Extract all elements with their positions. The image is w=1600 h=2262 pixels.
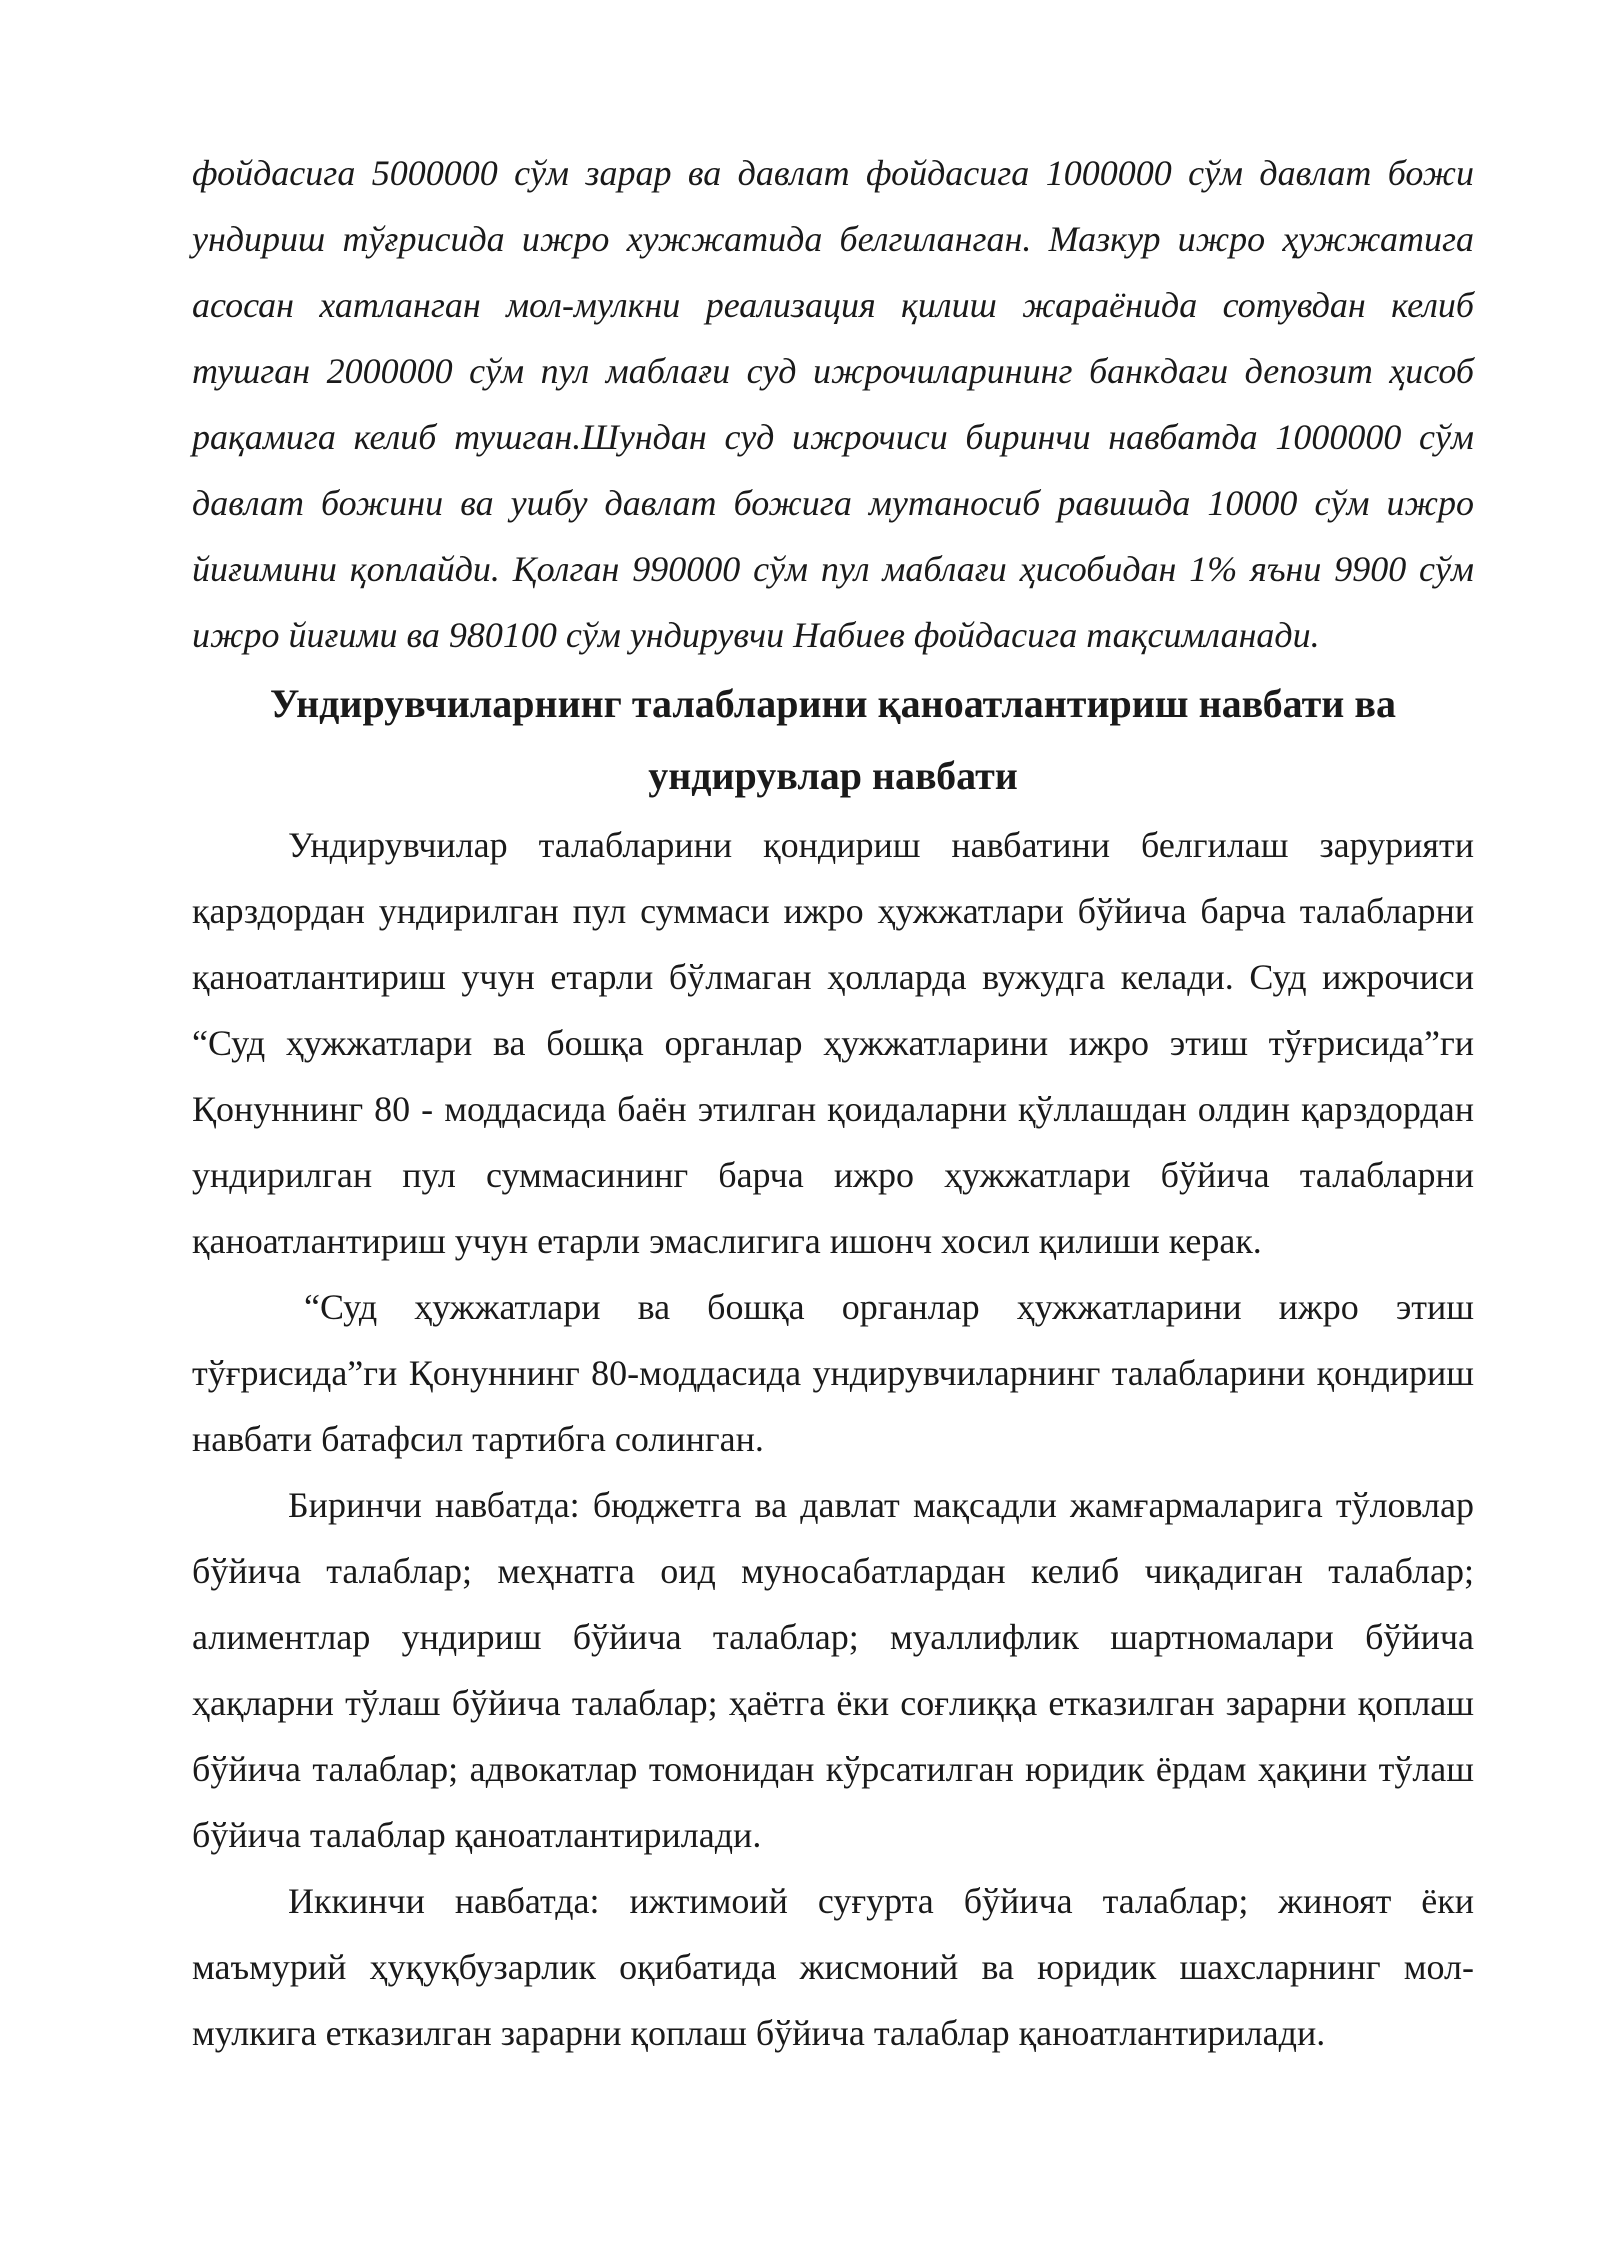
paragraph-4: Иккинчи навбатда: ижтимоий суғурта бўйича талаблар; жиноят ёки маъмурий ҳуқуқбузарлик оқибатида жисмоний ва юридик шахсларнинг мол-мулкига етказилган зарарни қоплаш бўйича талаблар қаноатлантирилади. — [192, 1881, 1474, 2053]
paragraph-2: “Суд ҳужжатлари ва бошқа органлар ҳужжатларини ижро этиш тўғрисида”ги Қонуннинг 80-моддасида ундирувчиларнинг талабларини қондириш навбати батафсил тартибга солинган. — [192, 1287, 1474, 1459]
intro-italic-paragraph: фойдасига 5000000 сўм зарар ва давлат фойдасига 1000000 сўм давлат божи ундириш тўғрисида ижро хужжатида белгиланган. Мазкур ижро ҳужжатига асосан хатланган мол-мулкни реализация қилиш жараёнида сотувдан келиб тушган 2000000 сўм пул маблағи суд ижрочиларининг банкдаги депозит ҳисоб рақамига келиб тушган.Шундан суд ижрочиси биринчи навбатда 1000000 сўм давлат божини ва ушбу давлат божига мутаносиб равишда 10000 сўм ижро йиғимини қоплайди. Қолган 990000 сўм пул маблағи ҳисобидан 1% яъни 9900 сўм ижро йиғими ва 980100 сўм ундирувчи Набиев фойдасига тақсимланади. — [192, 153, 1474, 655]
section-heading: Ундирувчиларнинг талабларини қаноатлантириш навбати ва ундирувлар навбати — [270, 681, 1396, 798]
paragraph-1: Ундирувчилар талабларини қондириш навбатини белгилаш зарурияти қарздордан ундирилган пул суммаси ижро ҳужжатлари бўйича барча талабларни қаноатлантириш учун етарли бўлмаган ҳолларда вужудга келади. Суд ижрочиси “Суд ҳужжатлари ва бошқа органлар ҳужжатларини ижро этиш тўғрисида”ги Қонуннинг 80 - моддасида баён этилган қоидаларни қўллашдан олдин қарздордан ундирилган пул суммасининг барча ижро ҳужжатлари бўйича талабларни қаноатлантириш учун етарли эмаслигига ишонч хосил қилиши керак. — [192, 825, 1474, 1261]
paragraph-3: Биринчи навбатда: бюджетга ва давлат мақсадли жамғармаларига тўловлар бўйича талаблар; меҳнатга оид муносабатлардан келиб чиқадиган талаблар; алиментлар ундириш бўйича талаблар; муаллифлик шартномалари бўйича ҳақларни тўлаш бўйича талаблар; ҳаётга ёки соғлиққа етказилган зарарни қоплаш бўйича талаблар; адвокатлар томонидан кўрсатилган юридик ёрдам ҳақини тўлаш бўйича талаблар қаноатлантирилади. — [192, 1485, 1474, 1855]
document-page — [192, 140, 1474, 2066]
